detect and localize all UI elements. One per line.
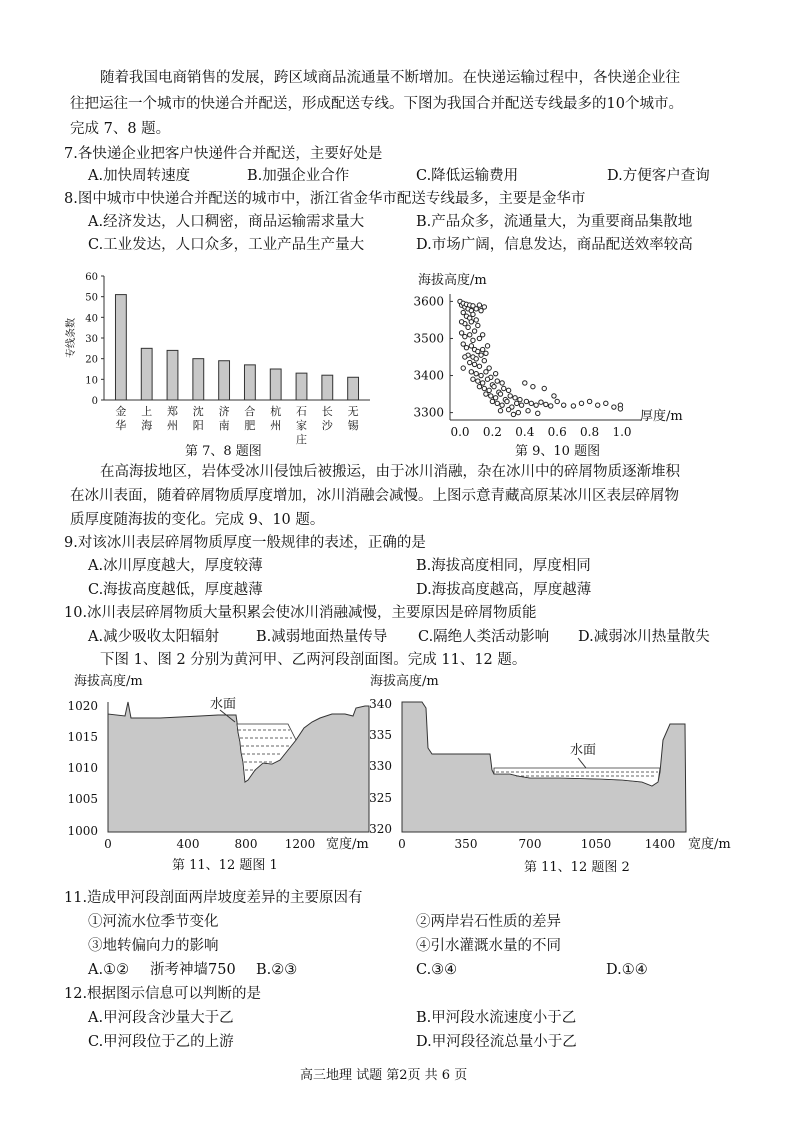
scatter-xtick-label: 0.4 [515,425,535,439]
scatter-point [476,323,480,327]
scatter-point [474,307,478,311]
bar-ytick-label: 30 [85,334,98,345]
scatter-point [596,403,600,407]
bar-8 [322,375,333,400]
river-profile-1 [60,672,380,872]
scatter-point [612,405,616,409]
bar-ytick-label: 0 [91,396,98,407]
scatter-point [477,303,481,307]
scatter-point [511,412,515,416]
scatter-point [479,308,483,312]
scatter-point [492,384,496,388]
profile2-xlabel: 宽度/m [688,837,731,852]
river-profile-2 [360,672,740,875]
bar-category-label: 杭 [270,405,282,418]
scatter-point [493,371,497,375]
profile1-ytick-1010: 1010 [67,761,98,775]
intro-9-10-line2: 在冰川表面，随着碎屑物质厚度增加，冰川消融会减慢。上图示意青藏高原某冰川区表层碎屑物 [70,488,679,504]
scatter-ytick-label: 3500 [413,331,444,346]
scatter-point [476,349,480,353]
scatter-point [587,399,591,403]
scatter-chart-debris-thickness [400,270,700,460]
scatter-point [484,392,488,396]
intro-7-8-line3: 完成 7、8 题。 [70,121,171,137]
scatter-point [476,379,480,383]
bar-4 [219,361,230,400]
intro-7-8-line1: 随着我国电商销售的发展，跨区域商品流通量不断增加。在快递运输过程中，各快递企业往 [100,70,680,86]
scatter-point [477,336,481,340]
scatter-point [484,351,488,355]
bar-category-label: 州 [270,419,282,432]
scatter-point [542,386,546,390]
profile2-ytick-335: 335 [369,728,392,742]
q8-option-d: D.市场广阔，信息发达，商品配送效率较高 [416,237,693,253]
q8-option-c: C.工业发达，人口众多，工业产品生产量大 [88,237,365,253]
bar-ytick-label: 60 [85,272,98,283]
bar-6 [270,369,281,400]
scatter-point [506,407,510,411]
profile2-water-label: 水面 [570,743,597,758]
bar-category-label: 合 [244,405,256,418]
scatter-point [571,404,575,408]
profile2-ytick-325: 325 [369,791,392,805]
bar-ytick-label: 50 [85,292,98,304]
bar-2 [167,350,178,400]
q7-option-b: B.加强企业合作 [247,168,350,184]
scatter-ytick-label: 3300 [413,405,444,420]
bar-category-label: 肥 [244,419,256,432]
scatter-point [463,334,467,338]
bar-3 [193,359,204,400]
scatter-point [516,410,520,414]
q10-option-c: C.隔绝人类活动影响 [418,629,550,645]
q9-option-c: C.海拔高度越低，厚度越薄 [88,582,263,598]
scatter-point [529,401,533,405]
bar-ytick-label: 20 [85,354,98,366]
q11-item-2: ②两岸岩石性质的差异 [416,914,561,930]
profile1-ytick-1005: 1005 [67,792,98,806]
bar-category-label: 海 [141,419,153,432]
fig-9-10-caption: 第 9、10 题图 [515,444,601,459]
q12-stem: 12.根据图示信息可以判断的是 [64,986,262,1002]
bar-chart-express-lines [60,264,380,464]
bar-category-label: 家 [296,419,307,432]
profile2-caption: 第 11、12 题图 2 [524,860,630,875]
scatter-y-axis-label: 海拔高度/m [418,273,487,288]
scatter-point [526,409,530,413]
intro-9-10-line3: 质厚度随海拔的变化。完成 9、10 题。 [70,512,325,528]
scatter-point [495,379,499,383]
scatter-point [531,384,535,388]
q11-option-c: C.③④ [416,962,458,978]
scatter-xtick-label: 0.8 [580,425,600,439]
scatter-point [474,318,478,322]
profile1-caption: 第 11、12 题图 1 [172,858,278,873]
scatter-point [561,403,565,407]
q11-stem: 11.造成甲河段剖面两岸坡度差异的主要原因有 [64,890,363,906]
bar-category-label: 济 [218,405,230,418]
scatter-point [459,331,463,335]
profile1-xlabel: 宽度/m [326,837,369,852]
bar-category-label: 锡 [347,419,359,432]
scatter-point [513,396,517,400]
profile2-xtick-700: 700 [518,837,542,851]
q10-stem: 10.冰川表层碎屑物质大量积累会使冰川消融减慢，主要原因是碎屑物质能 [64,605,537,621]
scatter-point [502,386,506,390]
scatter-point [495,401,499,405]
scatter-point [524,399,528,403]
scatter-point [477,364,481,368]
scatter-point [505,399,509,403]
bar-category-label: 南 [218,419,230,432]
scatter-point [618,407,622,411]
bar-0 [115,295,126,400]
scatter-point [474,371,478,375]
scatter-xtick-label: 0.6 [547,425,567,439]
scatter-point [508,394,512,398]
scatter-point [544,402,548,406]
bar-category-label: 金 [115,405,127,418]
scatter-point [498,392,502,396]
q12-option-d: D.甲河段径流总量小于乙 [416,1034,577,1050]
watermark-text: 浙考神墙750 [150,962,236,978]
bar-7 [296,373,307,400]
scatter-ytick-label: 3400 [413,368,444,383]
scatter-point [490,399,494,403]
scatter-point [461,366,465,370]
q8-stem: 8.图中城市中快递合并配送的城市中，浙江省金华市配送专线最多，主要是金华市 [64,191,586,207]
bar-category-label: 石 [296,405,307,418]
scatter-point [579,401,583,405]
bar-ytick-label: 10 [85,375,98,387]
profile2-xtick-1050: 1050 [580,837,612,851]
scatter-point [459,320,463,324]
scatter-point [555,399,559,403]
scatter-point [489,394,493,398]
scatter-point [536,411,540,415]
scatter-point [523,381,527,385]
scatter-point [479,373,483,377]
scatter-point [480,333,484,337]
scatter-point [487,366,491,370]
scatter-point [469,320,473,324]
profile2-xtick-350: 350 [454,837,478,851]
bar-category-label: 州 [167,419,178,432]
scatter-point [479,353,483,357]
scatter-point [549,404,553,408]
scatter-point [466,325,470,329]
scatter-point [506,388,510,392]
profile1-ytick-1000: 1000 [67,824,98,838]
scatter-point [468,333,472,337]
profile1-xtick-800: 800 [234,837,258,851]
intro-7-8-line2: 往把运往一个城市的快递合并配送，形成配送专线。下图为我国合并配送专线最多的10个城市。 [70,96,683,112]
scatter-point [519,403,523,407]
scatter-point [482,386,486,390]
q8-option-a: A.经济发达，人口稠密，商品运输需求量大 [88,214,365,230]
scatter-point [500,403,504,407]
scatter-ytick-label: 3600 [413,294,444,309]
profile2-ytick-320: 320 [369,822,392,836]
scatter-point [461,342,465,346]
profile1-water-label: 水面 [210,697,237,712]
page-footer: 高三地理 试题 第2页 共 6 页 [300,1068,468,1083]
q12-option-b: B.甲河段水流速度小于乙 [416,1010,577,1026]
scatter-point [485,377,489,381]
fig-7-8-caption: 第 7、8 题图 [185,444,262,459]
scatter-point [534,403,538,407]
bar-category-label: 上 [141,405,153,418]
scatter-point [464,346,468,350]
scatter-point [474,357,478,361]
scatter-point [482,359,486,363]
scatter-point [487,388,491,392]
scatter-point [498,409,502,413]
bar-y-axis-label: 专线条数 [66,318,77,358]
scatter-point [539,400,543,404]
q12-option-a: A.甲河段含沙量大于乙 [88,1010,234,1026]
bar-category-label: 阳 [192,419,204,432]
scatter-point [469,370,473,374]
scatter-xtick-label: 0.0 [450,425,470,439]
bar-ytick-label: 40 [85,313,98,325]
q7-stem: 7.各快递企业把客户快递件合并配送，主要好处是 [64,146,383,162]
scatter-point [482,305,486,309]
scatter-point [461,310,465,314]
q9-option-d: D.海拔高度越高，厚度越薄 [416,582,592,598]
q10-option-a: A.减少吸收太阳辐射 [88,629,220,645]
scatter-point [472,329,476,333]
q11-item-3: ③地转偏向力的影响 [88,938,219,954]
q7-option-c: C.降低运输费用 [416,168,519,184]
bar-category-label: 沈 [192,405,204,418]
bar-9 [348,377,359,400]
scatter-point [471,338,475,342]
q11-option-b: B.②③ [256,962,298,978]
profile2-ylabel: 海拔高度/m [370,674,439,689]
bar-category-label: 庄 [296,433,307,446]
q11-item-1: ①河流水位季节变化 [88,914,219,930]
profile1-xtick-1200: 1200 [284,837,316,851]
scatter-point [552,394,556,398]
q11-item-4: ④引水灌溉水量的不同 [416,938,561,954]
bar-5 [244,365,255,400]
intro-9-10-line1: 在高海拔地区，岩体受冰川侵蚀后被搬运，由于冰川消融，杂在冰川中的碎屑物质逐渐堆积 [100,464,680,480]
scatter-point [469,344,473,348]
bar-1 [141,348,152,400]
q10-option-d: D.减弱冰川热量散失 [578,629,710,645]
profile1-ylabel: 海拔高度/m [74,674,143,689]
intro-11-12: 下图 1、图 2 分别为黄河甲、乙两河段剖面图。完成 11、12 题。 [100,652,527,668]
bar-category-label: 沙 [321,419,333,432]
scatter-xtick-label: 1.0 [612,425,632,439]
scatter-point [468,360,472,364]
q7-option-d: D.方便客户查询 [607,168,710,184]
profile2-ytick-340: 340 [369,697,392,711]
scatter-point [477,384,481,388]
q11-option-a: A.①② [88,962,130,978]
q10-option-b: B.减弱地面热量传导 [256,629,388,645]
scatter-xtick-label: 0.2 [482,425,502,439]
scatter-point [515,401,519,405]
profile2-xtick-0: 0 [398,837,406,851]
profile2-ytick-330: 330 [369,759,392,773]
q8-option-b: B.产品众多，流通量大，为重要商品集散地 [416,214,693,230]
scatter-point [493,396,497,400]
scatter-point [604,401,608,405]
q11-option-d: D.①④ [606,962,648,978]
profile1-ytick-1015: 1015 [67,730,98,744]
scatter-point [480,347,484,351]
bar-category-label: 长 [321,405,333,418]
scatter-point [518,397,522,401]
bar-category-label: 无 [347,405,359,418]
q12-option-c: C.甲河段位于乙的上游 [88,1034,234,1050]
q9-option-b: B.海拔高度相同，厚度相同 [416,558,591,574]
profile1-xtick-0: 0 [104,837,112,851]
scatter-point [480,381,484,385]
bar-category-label: 华 [115,419,127,432]
scatter-point [500,381,504,385]
profile1-xtick-400: 400 [176,837,200,851]
scatter-point [463,355,467,359]
bar-category-label: 郑 [167,405,178,418]
scatter-point [472,362,476,366]
scatter-point [471,312,475,316]
profile2-xtick-1400: 1400 [644,837,676,851]
q7-option-a: A.加快周转速度 [88,168,191,184]
q9-option-a: A.冰川厚度越大，厚度较薄 [88,558,263,574]
scatter-point [471,377,475,381]
scatter-point [484,370,488,374]
scatter-x-axis-label: 厚度/m [640,409,683,424]
profile1-ytick-1020: 1020 [67,699,98,713]
q9-stem: 9.对该冰川表层碎屑物质厚度一般规律的表述，正确的是 [64,535,426,551]
scatter-point [485,344,489,348]
